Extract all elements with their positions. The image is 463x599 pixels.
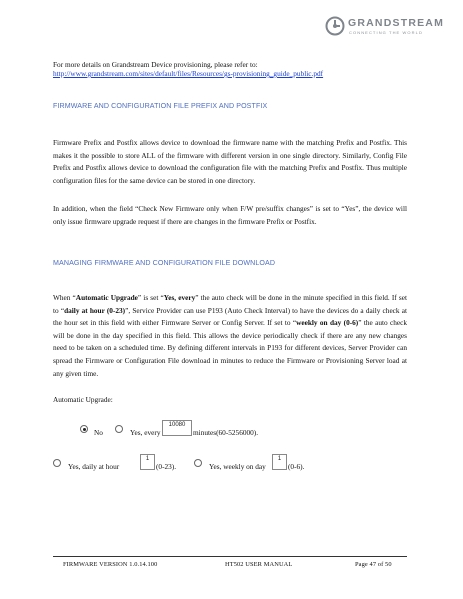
- radio-no-label: No: [94, 428, 103, 437]
- grandstream-logo: [325, 14, 451, 38]
- radio-yes-weekly-label: Yes, weekly on day: [209, 462, 266, 471]
- bold-term-automatic-upgrade: Automatic Upgrade: [75, 293, 138, 302]
- footer-manual-title: HT502 USER MANUAL: [225, 561, 293, 568]
- prefix-postfix-paragraph: Firmware Prefix and Postfix allows device to download the firmware name with the matching Prefix and Postfix. This makes it the possible to store ALL of the firmware with different version in one single directory. Similarly, Config File Prefix and Postfix allows device to download the configuration file with the matching Prefix and Postfix. Thus multiple configuration files for the same device can be stored in one directory.: [53, 138, 407, 185]
- radio-yes-weekly[interactable]: [194, 459, 202, 467]
- footer-page-number: Page 47 of 50: [355, 561, 392, 568]
- bold-term-weekly: weekly on day (0-6): [296, 318, 359, 328]
- intro-paragraph: [53, 60, 407, 78]
- text-run: ”, Service Provider can use P193 (Auto Check Interval) to have the devices do a daily check at the hour set in this field with either Firmware Server or Config Server. If set to “: [53, 305, 407, 328]
- weekly-day-input[interactable]: 1: [272, 454, 287, 470]
- bold-term-yes-every: Yes, every: [163, 293, 196, 302]
- weekly-day-suffix: (0-6).: [288, 462, 305, 471]
- text-run: ” the auto check will be done in the day specified in this field. This allows the device periodically check if there are any new changes need to be taken on a scheduled time. By defining different intervals in P193 for different devices, Server Provider can spread the Firmware or Configuration File download in minutes to reduce the Firmware or Provisioning Server load at any given time.: [53, 318, 407, 378]
- radio-yes-every[interactable]: [115, 425, 123, 433]
- text-run: ” is set “: [137, 293, 164, 302]
- logo-name: GRANDSTREAM: [348, 17, 445, 29]
- text-run: ” the auto check will be done in the minute specified in this field. If set to “: [53, 293, 407, 315]
- radio-yes-daily-label: Yes, daily at hour: [68, 462, 120, 471]
- section-heading-managing-download: MANAGING FIRMWARE AND CONFIGURATION FILE DOWNLOAD: [53, 259, 276, 267]
- daily-hour-suffix: (0-23).: [156, 462, 177, 471]
- section-heading-prefix-postfix: FIRMWARE AND CONFIGURATION FILE PREFIX AND POSTFIX: [53, 102, 268, 110]
- check-firmware-paragraph: In addition, when the field “Check New Firmware only when F/W pre/suffix changes” is set to “Yes”, the device will only issue firmware upgrade request if there are changes in the firmware Prefix or Postfix.: [53, 204, 407, 226]
- radio-no[interactable]: [80, 425, 88, 433]
- footer-firmware-version: FIRMWARE VERSION 1.0.14.100: [63, 561, 158, 568]
- radio-yes-every-label: Yes, every: [130, 428, 161, 437]
- intro-text: For more details on Grandstream Device provisioning, please refer to:: [53, 60, 258, 69]
- bold-term-daily: daily at hour (0-23): [64, 305, 126, 315]
- automatic-upgrade-label: Automatic Upgrade:: [53, 395, 113, 404]
- footer-divider: [53, 556, 407, 557]
- logo-tagline: CONNECTING THE WORLD: [349, 30, 423, 35]
- radio-yes-daily[interactable]: [53, 459, 61, 467]
- automatic-upgrade-paragraph: [53, 292, 407, 380]
- every-minutes-input[interactable]: 10080: [162, 420, 192, 436]
- provisioning-guide-link[interactable]: http://www.grandstream.com/sites/default/files/Resources/gs-provisioning_guide_public.pdf: [53, 69, 324, 78]
- grandstream-globe-icon: [325, 16, 345, 36]
- every-minutes-suffix: minutes(60-5256000).: [193, 428, 259, 437]
- text-run: When “: [53, 293, 76, 302]
- daily-hour-input[interactable]: 1: [140, 454, 155, 470]
